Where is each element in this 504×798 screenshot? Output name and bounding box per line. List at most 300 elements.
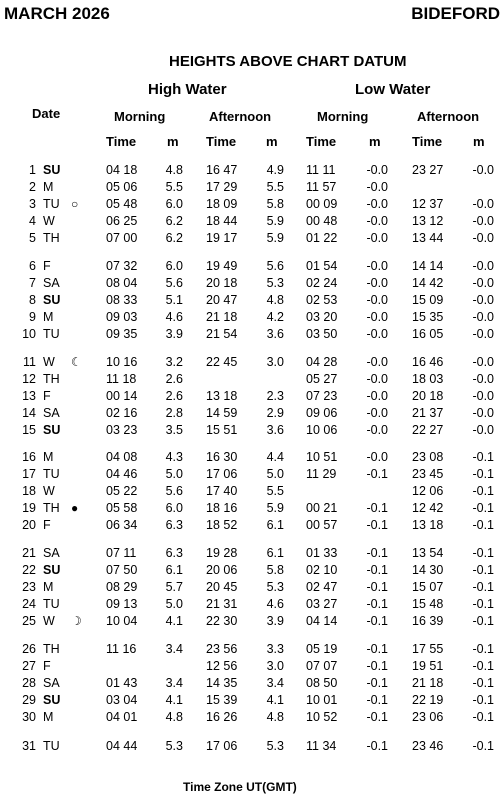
lw-afternoon-height: -0.1 xyxy=(472,642,494,656)
hw-afternoon-time: 19 17 xyxy=(206,231,238,245)
hw-afternoon-time: 18 09 xyxy=(206,197,238,211)
hw-afternoon-time: 18 44 xyxy=(206,214,238,228)
lw-morning-time: 02 53 xyxy=(306,293,338,307)
hw-morning-height: 6.3 xyxy=(165,546,183,560)
day-of-week: TH xyxy=(43,501,60,515)
day-of-week: TU xyxy=(43,739,60,753)
hw-morning-time: 07 00 xyxy=(106,231,138,245)
hw-morning-height: 4.1 xyxy=(165,693,183,707)
day-number: 17 xyxy=(22,467,36,481)
hw-morning-time: 02 16 xyxy=(106,406,138,420)
hw-morning-height: 6.2 xyxy=(165,214,183,228)
moon-phase-full-icon: ○ xyxy=(71,197,79,211)
hw-afternoon-height: 4.1 xyxy=(266,693,284,707)
lw-afternoon-time: 22 27 xyxy=(412,423,444,437)
hw-afternoon-time: 16 47 xyxy=(206,163,238,177)
lw-afternoon-time-heading: Time xyxy=(412,134,443,149)
hw-afternoon-time: 14 35 xyxy=(206,676,238,690)
lw-morning-height: -0.0 xyxy=(366,293,388,307)
lw-morning-height: -0.1 xyxy=(366,501,388,515)
day-number: 22 xyxy=(22,563,36,577)
lw-morning-height: -0.0 xyxy=(366,259,388,273)
hw-afternoon-height: 6.1 xyxy=(266,518,284,532)
day-number: 3 xyxy=(29,197,36,211)
day-number: 1 xyxy=(29,163,36,177)
lw-morning-height: -0.1 xyxy=(366,676,388,690)
day-number: 29 xyxy=(22,693,36,707)
lw-afternoon-time: 15 07 xyxy=(412,580,444,594)
lw-afternoon-height: -0.0 xyxy=(472,389,494,403)
lw-morning-height: -0.0 xyxy=(366,197,388,211)
hw-afternoon-height: 4.8 xyxy=(266,293,284,307)
hw-morning-height: 3.4 xyxy=(165,642,183,656)
day-of-week: W xyxy=(43,355,55,369)
lw-afternoon-time: 23 46 xyxy=(412,739,444,753)
lw-morning-height: -0.0 xyxy=(366,423,388,437)
hw-afternoon-time: 19 28 xyxy=(206,546,238,560)
hw-morning-height: 3.9 xyxy=(165,327,183,341)
day-number: 31 xyxy=(22,739,36,753)
lw-morning-time: 03 27 xyxy=(306,597,338,611)
hw-afternoon-height: 3.4 xyxy=(266,676,284,690)
hw-afternoon-height: 2.3 xyxy=(266,389,284,403)
lw-morning-height: -0.0 xyxy=(366,389,388,403)
day-number: 30 xyxy=(22,710,36,724)
lw-afternoon-time: 16 46 xyxy=(412,355,444,369)
hw-afternoon-time: 17 06 xyxy=(206,467,238,481)
day-of-week: SU xyxy=(43,563,61,577)
hw-morning-height: 5.7 xyxy=(165,580,183,594)
date-heading: Date xyxy=(32,106,61,121)
day-number: 24 xyxy=(22,597,36,611)
lw-afternoon-height: -0.1 xyxy=(472,501,494,515)
hw-morning-time: 00 14 xyxy=(106,389,138,403)
lw-afternoon-time: 12 06 xyxy=(412,484,444,498)
lw-afternoon-height: -0.0 xyxy=(472,406,494,420)
hw-morning-time: 07 32 xyxy=(106,259,138,273)
table-title: HEIGHTS ABOVE CHART DATUM xyxy=(169,53,407,70)
lw-afternoon-time: 15 09 xyxy=(412,293,444,307)
day-number: 27 xyxy=(22,659,36,673)
day-number: 14 xyxy=(22,406,36,420)
hw-morning-time-heading: Time xyxy=(106,134,137,149)
hw-afternoon-time: 19 49 xyxy=(206,259,238,273)
hw-morning-height: 4.8 xyxy=(165,710,183,724)
lw-morning-time: 10 52 xyxy=(306,710,338,724)
lw-afternoon-time: 14 14 xyxy=(412,259,444,273)
lw-morning-height: -0.1 xyxy=(366,518,388,532)
lw-afternoon-height: -0.1 xyxy=(472,614,494,628)
hw-morning-time: 11 16 xyxy=(106,642,137,656)
hw-morning-time: 03 23 xyxy=(106,423,138,437)
hw-afternoon-time: 18 16 xyxy=(206,501,238,515)
lw-afternoon-time: 14 30 xyxy=(412,563,444,577)
hw-morning-time: 09 35 xyxy=(106,327,138,341)
lw-morning-time: 09 06 xyxy=(306,406,338,420)
moon-phase-last-quarter-icon: ☾ xyxy=(71,355,82,369)
day-of-week: SU xyxy=(43,163,61,177)
lw-afternoon-time: 14 42 xyxy=(412,276,444,290)
day-of-week: TU xyxy=(43,467,60,481)
lw-morning-time: 02 47 xyxy=(306,580,338,594)
hw-morning-time: 04 01 xyxy=(106,710,138,724)
lw-afternoon-height: -0.0 xyxy=(472,423,494,437)
lw-afternoon-height: -0.1 xyxy=(472,546,494,560)
lw-morning-height: -0.0 xyxy=(366,327,388,341)
day-number: 12 xyxy=(22,372,36,386)
day-number: 9 xyxy=(29,310,36,324)
day-number: 11 xyxy=(23,355,36,369)
hw-afternoon-height: 2.9 xyxy=(266,406,284,420)
hw-afternoon-height: 5.3 xyxy=(266,739,284,753)
lw-afternoon-time: 23 06 xyxy=(412,710,444,724)
day-of-week: TH xyxy=(43,642,60,656)
hw-afternoon-time: 16 26 xyxy=(206,710,238,724)
hw-morning-height: 2.6 xyxy=(165,389,183,403)
hw-morning-height: 3.5 xyxy=(165,423,183,437)
hw-morning-heading: Morning xyxy=(114,109,166,124)
hw-afternoon-m-heading: m xyxy=(266,134,278,149)
day-number: 6 xyxy=(29,259,36,273)
high-water-heading: High Water xyxy=(148,81,227,98)
hw-afternoon-height: 3.3 xyxy=(266,642,284,656)
hw-afternoon-time: 13 18 xyxy=(206,389,238,403)
hw-afternoon-time: 18 52 xyxy=(206,518,238,532)
lw-morning-time-heading: Time xyxy=(306,134,337,149)
day-of-week: F xyxy=(43,259,51,273)
lw-afternoon-time: 17 55 xyxy=(412,642,444,656)
timezone-note: Time Zone UT(GMT) xyxy=(183,780,297,794)
hw-afternoon-height: 4.9 xyxy=(266,163,284,177)
hw-afternoon-time: 16 30 xyxy=(206,450,238,464)
day-number: 25 xyxy=(22,614,36,628)
day-number: 28 xyxy=(22,676,36,690)
lw-morning-time: 10 01 xyxy=(306,693,338,707)
lw-morning-height: -0.0 xyxy=(366,231,388,245)
lw-afternoon-time: 13 18 xyxy=(412,518,444,532)
day-number: 26 xyxy=(22,642,36,656)
day-of-week: F xyxy=(43,659,51,673)
hw-afternoon-time: 20 06 xyxy=(206,563,238,577)
lw-morning-height: -0.0 xyxy=(366,372,388,386)
lw-afternoon-height: -0.0 xyxy=(472,214,494,228)
hw-morning-height: 4.8 xyxy=(165,163,183,177)
lw-morning-height: -0.1 xyxy=(366,693,388,707)
day-of-week: TH xyxy=(43,372,60,386)
lw-afternoon-time: 13 44 xyxy=(412,231,444,245)
hw-afternoon-time: 17 29 xyxy=(206,180,238,194)
day-of-week: SU xyxy=(43,293,61,307)
hw-afternoon-time: 22 30 xyxy=(206,614,238,628)
hw-afternoon-time: 14 59 xyxy=(206,406,238,420)
lw-morning-time: 10 06 xyxy=(306,423,338,437)
day-number: 8 xyxy=(29,293,36,307)
lw-afternoon-m-heading: m xyxy=(473,134,485,149)
lw-afternoon-heading: Afternoon xyxy=(417,109,480,124)
lw-afternoon-height: -0.1 xyxy=(472,467,494,481)
day-number: 18 xyxy=(22,484,36,498)
day-of-week: M xyxy=(43,580,54,594)
hw-afternoon-time: 20 45 xyxy=(206,580,238,594)
hw-afternoon-height: 3.0 xyxy=(266,355,284,369)
lw-morning-height: -0.0 xyxy=(366,310,388,324)
lw-afternoon-height: -0.0 xyxy=(472,372,494,386)
hw-morning-height: 6.0 xyxy=(165,501,183,515)
hw-morning-height: 6.0 xyxy=(165,259,183,273)
lw-afternoon-height: -0.0 xyxy=(472,163,494,177)
lw-morning-time: 05 19 xyxy=(306,642,338,656)
lw-afternoon-time: 16 39 xyxy=(412,614,444,628)
hw-morning-height: 3.2 xyxy=(165,355,183,369)
day-of-week: TU xyxy=(43,327,60,341)
lw-morning-height: -0.0 xyxy=(366,355,388,369)
lw-afternoon-height: -0.1 xyxy=(472,739,494,753)
hw-morning-time: 08 33 xyxy=(106,293,138,307)
hw-afternoon-height: 5.0 xyxy=(266,467,284,481)
hw-afternoon-time: 23 56 xyxy=(206,642,238,656)
hw-morning-height: 3.4 xyxy=(165,676,183,690)
hw-afternoon-time: 20 47 xyxy=(206,293,238,307)
hw-afternoon-time: 20 18 xyxy=(206,276,238,290)
day-number: 23 xyxy=(22,580,36,594)
lw-morning-height: -0.1 xyxy=(366,597,388,611)
hw-morning-height: 5.6 xyxy=(165,276,183,290)
hw-morning-time: 10 04 xyxy=(106,614,138,628)
day-of-week: F xyxy=(43,389,51,403)
lw-afternoon-time: 23 08 xyxy=(412,450,444,464)
lw-morning-time: 10 51 xyxy=(306,450,338,464)
hw-afternoon-height: 6.1 xyxy=(266,546,284,560)
day-of-week: TU xyxy=(43,197,60,211)
lw-morning-height: -0.1 xyxy=(366,546,388,560)
lw-afternoon-time: 13 12 xyxy=(412,214,444,228)
hw-morning-height: 6.0 xyxy=(165,197,183,211)
day-number: 13 xyxy=(22,389,36,403)
hw-afternoon-height: 3.6 xyxy=(266,327,284,341)
lw-afternoon-time: 22 19 xyxy=(412,693,444,707)
lw-morning-height: -0.1 xyxy=(366,580,388,594)
lw-afternoon-height: -0.1 xyxy=(472,580,494,594)
hw-morning-time: 05 22 xyxy=(106,484,138,498)
lw-afternoon-height: -0.1 xyxy=(472,693,494,707)
lw-morning-time: 02 24 xyxy=(306,276,338,290)
lw-morning-m-heading: m xyxy=(369,134,381,149)
hw-afternoon-height: 5.5 xyxy=(266,484,284,498)
lw-morning-height: -0.0 xyxy=(366,214,388,228)
day-of-week: SU xyxy=(43,693,61,707)
day-of-week: SA xyxy=(43,676,60,690)
day-of-week: SA xyxy=(43,276,60,290)
lw-afternoon-height: -0.0 xyxy=(472,293,494,307)
hw-afternoon-height: 3.0 xyxy=(266,659,284,673)
hw-afternoon-height: 5.5 xyxy=(266,180,284,194)
lw-morning-height: -0.1 xyxy=(366,563,388,577)
lw-afternoon-time: 15 48 xyxy=(412,597,444,611)
lw-afternoon-time: 12 37 xyxy=(412,197,444,211)
lw-morning-time: 07 23 xyxy=(306,389,338,403)
low-water-heading: Low Water xyxy=(355,81,431,98)
hw-afternoon-height: 5.3 xyxy=(266,276,284,290)
lw-afternoon-height: -0.1 xyxy=(472,710,494,724)
day-of-week: TH xyxy=(43,231,60,245)
hw-afternoon-time: 12 56 xyxy=(206,659,238,673)
hw-morning-height: 6.3 xyxy=(165,518,183,532)
day-number: 20 xyxy=(22,518,36,532)
hw-morning-time: 03 04 xyxy=(106,693,138,707)
day-of-week: W xyxy=(43,614,55,628)
hw-morning-time: 04 44 xyxy=(106,739,138,753)
hw-morning-time: 01 43 xyxy=(106,676,138,690)
lw-morning-height: -0.0 xyxy=(366,406,388,420)
hw-morning-time: 04 08 xyxy=(106,450,138,464)
hw-morning-height: 4.1 xyxy=(165,614,183,628)
hw-afternoon-height: 5.9 xyxy=(266,501,284,515)
lw-morning-time: 11 34 xyxy=(306,739,337,753)
hw-afternoon-time: 21 31 xyxy=(206,597,238,611)
hw-morning-time: 11 18 xyxy=(106,372,137,386)
lw-morning-time: 07 07 xyxy=(306,659,338,673)
hw-morning-height: 5.5 xyxy=(165,180,183,194)
hw-morning-time: 05 48 xyxy=(106,197,138,211)
hw-morning-height: 5.3 xyxy=(165,739,183,753)
hw-afternoon-height: 5.3 xyxy=(266,580,284,594)
location-title: BIDEFORD xyxy=(411,4,500,23)
hw-morning-height: 5.0 xyxy=(165,597,183,611)
hw-afternoon-time: 21 18 xyxy=(206,310,238,324)
lw-morning-time: 02 10 xyxy=(306,563,338,577)
lw-afternoon-height: -0.0 xyxy=(472,231,494,245)
hw-morning-time: 04 18 xyxy=(106,163,138,177)
lw-morning-time: 04 28 xyxy=(306,355,338,369)
lw-morning-height: -0.0 xyxy=(366,180,388,194)
hw-morning-height: 5.6 xyxy=(165,484,183,498)
lw-afternoon-height: -0.0 xyxy=(472,276,494,290)
hw-afternoon-heading: Afternoon xyxy=(209,109,272,124)
lw-afternoon-time: 19 51 xyxy=(412,659,444,673)
lw-afternoon-height: -0.1 xyxy=(472,518,494,532)
lw-morning-time: 01 22 xyxy=(306,231,338,245)
lw-morning-time: 00 48 xyxy=(306,214,338,228)
hw-afternoon-height: 3.9 xyxy=(266,614,284,628)
day-of-week: SA xyxy=(43,546,60,560)
hw-afternoon-height: 4.4 xyxy=(266,450,284,464)
moon-phase-first-quarter-icon: ☽ xyxy=(71,614,82,628)
lw-morning-height: -0.1 xyxy=(366,642,388,656)
hw-morning-height: 5.1 xyxy=(165,293,183,307)
hw-afternoon-height: 5.6 xyxy=(266,259,284,273)
hw-afternoon-time: 15 51 xyxy=(206,423,238,437)
lw-morning-height: -0.1 xyxy=(366,467,388,481)
hw-afternoon-time: 21 54 xyxy=(206,327,238,341)
day-of-week: SA xyxy=(43,406,60,420)
day-number: 19 xyxy=(22,501,36,515)
hw-morning-height: 6.1 xyxy=(165,563,183,577)
day-of-week: SU xyxy=(43,423,61,437)
lw-afternoon-height: -0.0 xyxy=(472,259,494,273)
lw-morning-time: 11 29 xyxy=(306,467,337,481)
hw-morning-m-heading: m xyxy=(167,134,179,149)
lw-morning-height: -0.1 xyxy=(366,614,388,628)
lw-afternoon-time: 12 42 xyxy=(412,501,444,515)
hw-morning-time: 05 58 xyxy=(106,501,138,515)
lw-morning-time: 01 33 xyxy=(306,546,338,560)
lw-afternoon-height: -0.1 xyxy=(472,484,494,498)
hw-morning-height: 4.6 xyxy=(165,310,183,324)
hw-morning-height: 2.8 xyxy=(165,406,183,420)
hw-morning-time: 08 29 xyxy=(106,580,138,594)
lw-afternoon-time: 13 54 xyxy=(412,546,444,560)
lw-morning-time: 03 50 xyxy=(306,327,338,341)
day-of-week: M xyxy=(43,180,54,194)
lw-morning-height: -0.0 xyxy=(366,163,388,177)
day-number: 15 xyxy=(22,423,36,437)
day-number: 21 xyxy=(22,546,36,560)
lw-morning-time: 11 57 xyxy=(306,180,337,194)
lw-morning-time: 00 57 xyxy=(306,518,338,532)
hw-morning-time: 09 13 xyxy=(106,597,138,611)
lw-afternoon-time: 18 03 xyxy=(412,372,444,386)
lw-afternoon-time: 23 27 xyxy=(412,163,444,177)
day-number: 2 xyxy=(29,180,36,194)
moon-phase-new-icon: ● xyxy=(71,501,79,515)
hw-morning-height: 2.6 xyxy=(165,372,183,386)
day-of-week: F xyxy=(43,518,51,532)
hw-afternoon-height: 5.9 xyxy=(266,231,284,245)
month-title: MARCH 2026 xyxy=(4,4,110,23)
lw-morning-height: -0.1 xyxy=(366,659,388,673)
lw-morning-time: 00 09 xyxy=(306,197,338,211)
hw-morning-time: 07 11 xyxy=(106,546,137,560)
lw-morning-time: 03 20 xyxy=(306,310,338,324)
hw-afternoon-time: 22 45 xyxy=(206,355,238,369)
day-number: 16 xyxy=(22,450,36,464)
hw-morning-time: 09 03 xyxy=(106,310,138,324)
hw-afternoon-time: 17 06 xyxy=(206,739,238,753)
lw-afternoon-height: -0.1 xyxy=(472,563,494,577)
lw-afternoon-time: 15 35 xyxy=(412,310,444,324)
day-of-week: M xyxy=(43,450,54,464)
lw-morning-time: 05 27 xyxy=(306,372,338,386)
hw-afternoon-height: 3.6 xyxy=(266,423,284,437)
day-of-week: TU xyxy=(43,597,60,611)
lw-afternoon-height: -0.1 xyxy=(472,450,494,464)
lw-morning-height: -0.1 xyxy=(366,739,388,753)
hw-morning-height: 5.0 xyxy=(165,467,183,481)
hw-afternoon-height: 5.8 xyxy=(266,563,284,577)
day-of-week: M xyxy=(43,310,54,324)
hw-morning-time: 07 50 xyxy=(106,563,138,577)
lw-afternoon-height: -0.1 xyxy=(472,676,494,690)
hw-afternoon-time-heading: Time xyxy=(206,134,237,149)
lw-afternoon-height: -0.0 xyxy=(472,355,494,369)
hw-afternoon-height: 4.8 xyxy=(266,710,284,724)
day-number: 7 xyxy=(29,276,36,290)
hw-morning-time: 04 46 xyxy=(106,467,138,481)
lw-afternoon-time: 21 37 xyxy=(412,406,444,420)
lw-afternoon-time: 23 45 xyxy=(412,467,444,481)
lw-afternoon-height: -0.1 xyxy=(472,597,494,611)
lw-afternoon-height: -0.0 xyxy=(472,327,494,341)
lw-afternoon-height: -0.0 xyxy=(472,197,494,211)
lw-morning-time: 01 54 xyxy=(306,259,338,273)
lw-morning-time: 08 50 xyxy=(306,676,338,690)
hw-morning-time: 06 25 xyxy=(106,214,138,228)
hw-afternoon-height: 5.8 xyxy=(266,197,284,211)
hw-afternoon-time: 15 39 xyxy=(206,693,238,707)
lw-afternoon-time: 16 05 xyxy=(412,327,444,341)
lw-morning-height: -0.0 xyxy=(366,276,388,290)
hw-afternoon-height: 4.6 xyxy=(266,597,284,611)
